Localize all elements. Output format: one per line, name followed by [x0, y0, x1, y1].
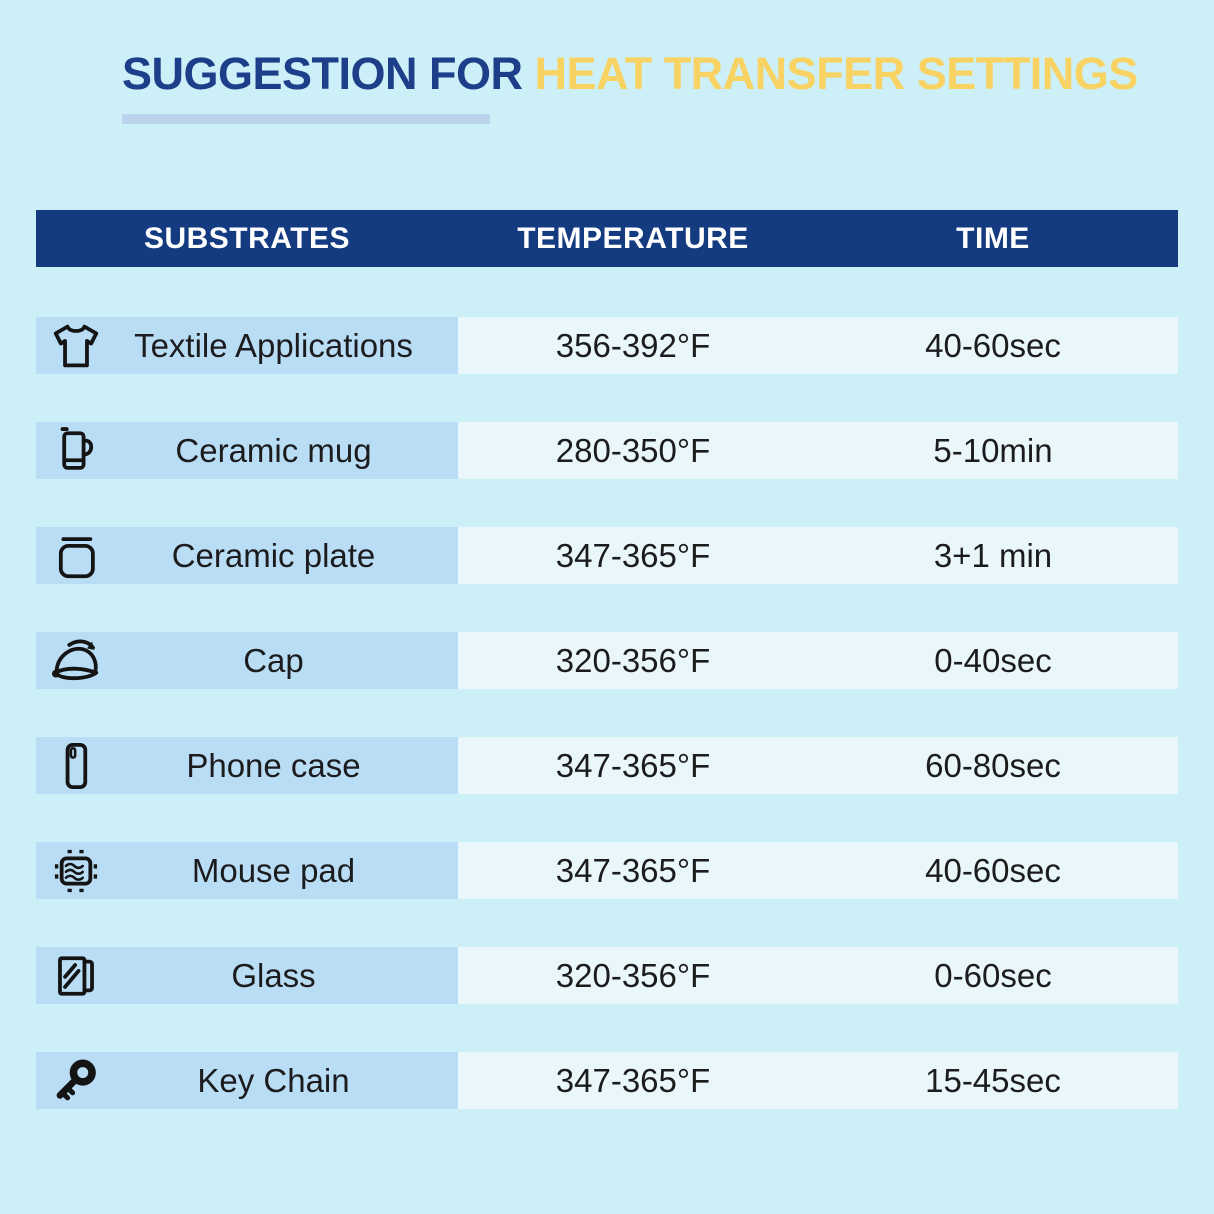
- table-row: [36, 947, 1178, 1004]
- substrate-label: Ceramic plate: [171, 536, 376, 574]
- table-row: [36, 422, 1178, 479]
- temperature-cell: 356-392°F: [458, 317, 808, 374]
- title-underline: [122, 114, 490, 124]
- time-cell: 0-40sec: [808, 632, 1178, 689]
- page-title-prefix: SUGGESTION FOR: [122, 48, 535, 99]
- mousepad-icon: [49, 844, 103, 898]
- tshirt-icon: [49, 319, 103, 373]
- temperature-cell: 320-356°F: [458, 947, 808, 1004]
- table-row: [36, 317, 1178, 374]
- table-row: [36, 737, 1178, 794]
- table-row: [36, 1052, 1178, 1109]
- substrate-label: Ceramic mug: [175, 431, 372, 469]
- table-row: [36, 842, 1178, 899]
- header-temperature: TEMPERATURE: [517, 221, 749, 255]
- substrate-label: Textile Applications: [134, 326, 413, 364]
- time-cell: 40-60sec: [808, 842, 1178, 899]
- table-body: [36, 317, 1178, 1109]
- time-cell: 5-10min: [808, 422, 1178, 479]
- substrate-cell: [36, 842, 458, 899]
- page-title-highlight: HEAT TRANSFER SETTINGS: [534, 48, 1138, 99]
- plate-icon: [49, 529, 103, 583]
- cap-icon: [49, 634, 103, 688]
- header-time: TIME: [956, 221, 1030, 255]
- temperature-cell: 347-365°F: [458, 527, 808, 584]
- time-cell: 3+1 min: [808, 527, 1178, 584]
- table-header-row: [36, 210, 1178, 267]
- substrate-cell: [36, 737, 458, 794]
- substrate-cell: [36, 422, 458, 479]
- substrate-cell: [36, 527, 458, 584]
- heat-settings-table: [36, 210, 1178, 1109]
- substrate-cell: [36, 1052, 458, 1109]
- temperature-cell: 280-350°F: [458, 422, 808, 479]
- table-row: [36, 527, 1178, 584]
- time-cell: 60-80sec: [808, 737, 1178, 794]
- substrate-label: Cap: [243, 641, 304, 679]
- substrate-label: Mouse pad: [191, 851, 356, 889]
- substrate-cell: [36, 632, 458, 689]
- substrate-cell: [36, 317, 458, 374]
- time-cell: 0-60sec: [808, 947, 1178, 1004]
- substrate-cell: [36, 947, 458, 1004]
- substrate-label: Glass: [231, 956, 316, 994]
- key-icon: [49, 1054, 103, 1108]
- time-cell: 15-45sec: [808, 1052, 1178, 1109]
- time-cell: 40-60sec: [808, 317, 1178, 374]
- substrate-label: Key Chain: [197, 1061, 350, 1099]
- glass-icon: [49, 949, 103, 1003]
- temperature-cell: 347-365°F: [458, 842, 808, 899]
- table-row: [36, 632, 1178, 689]
- phone-case-icon: [49, 739, 103, 793]
- page-title: [122, 48, 1138, 100]
- mug-icon: [49, 424, 103, 478]
- header-substrates: SUBSTRATES: [143, 221, 351, 255]
- temperature-cell: 320-356°F: [458, 632, 808, 689]
- temperature-cell: 347-365°F: [458, 737, 808, 794]
- substrate-label: Phone case: [186, 746, 361, 784]
- temperature-cell: 347-365°F: [458, 1052, 808, 1109]
